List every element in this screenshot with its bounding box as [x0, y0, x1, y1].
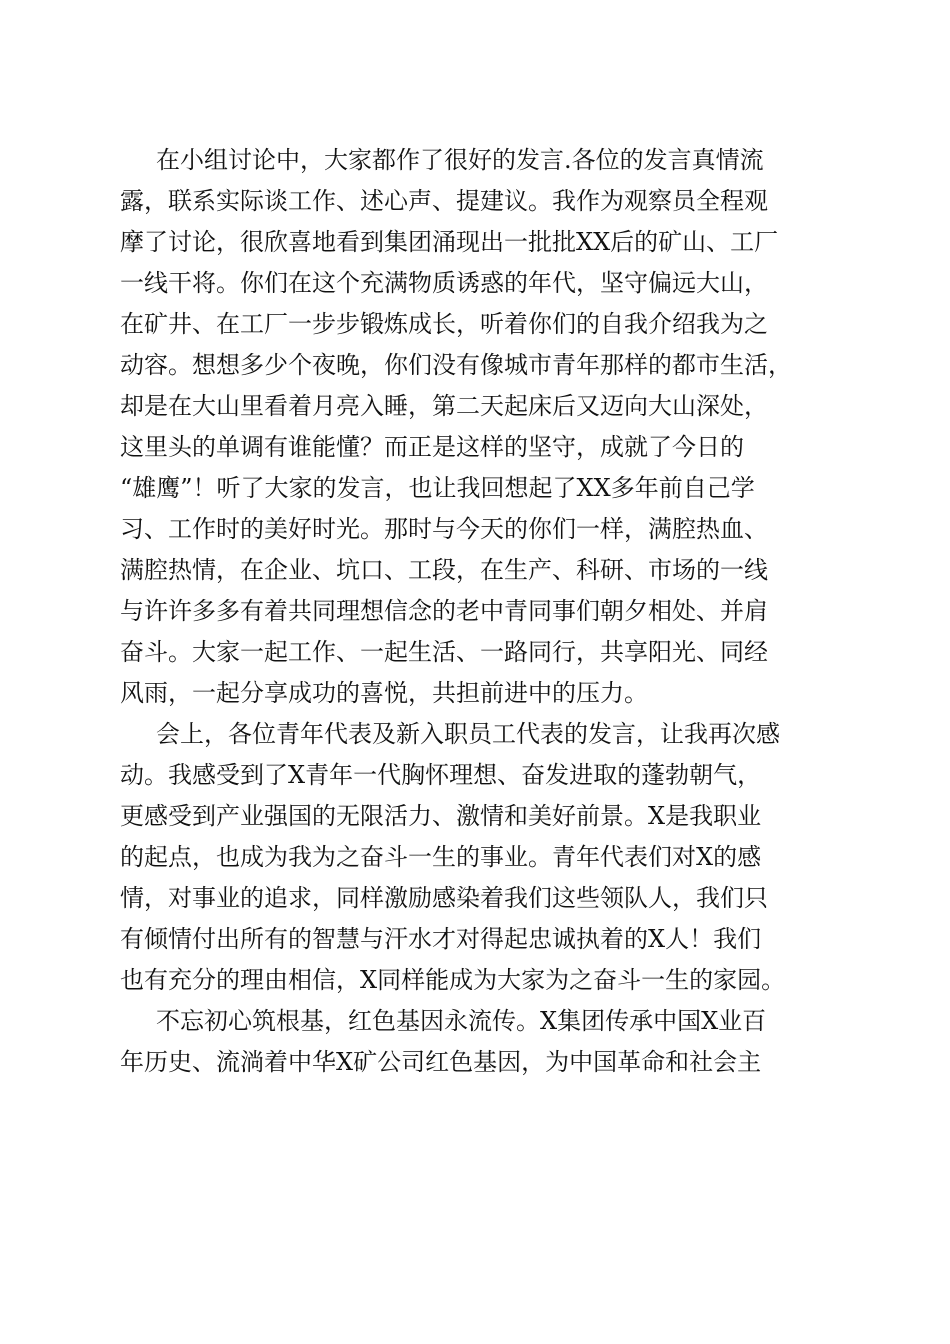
paragraph-3-line-2: 年历史、流淌着中华X矿公司红色基因，为中国革命和社会主 — [120, 1048, 762, 1076]
paragraph-2-line-4: 的起点，也成为我为之奋斗一生的事业。青年代表们对X的感 — [120, 843, 762, 871]
paragraph-2-line-2: 动。我感受到了X青年一代胸怀理想、奋发进取的蓬勃朝气， — [120, 761, 762, 789]
paragraph-2-line-7: 也有充分的理由相信，X同样能成为大家为之奋斗一生的家园。 — [120, 966, 786, 994]
paragraph-1-line-1: 在小组讨论中，大家都作了很好的发言.各位的发言真情流 — [156, 146, 764, 174]
paragraph-1-line-13: 奋斗。大家一起工作、一起生活、一路同行，共享阳光、同经 — [120, 638, 768, 666]
paragraph-2-line-1: 会上，各位青年代表及新入职员工代表的发言，让我再次感 — [156, 720, 780, 748]
paragraph-1-line-12: 与许许多多有着共同理想信念的老中青同事们朝夕相处、并肩 — [120, 597, 768, 625]
paragraph-1-line-6: 动容。想想多少个夜晚，你们没有像城市青年那样的都市生活， — [120, 351, 792, 379]
paragraph-2-line-6: 有倾情付出所有的智慧与汗水才对得起忠诚执着的X人！我们 — [120, 925, 762, 953]
paragraph-1-line-8: 这里头的单调有谁能懂？而正是这样的坚守，成就了今日的 — [120, 433, 744, 461]
paragraph-3-line-1: 不忘初心筑根基，红色基因永流传。X集团传承中国X业百 — [156, 1007, 767, 1035]
paragraph-1-line-2: 露，联系实际谈工作、述心声、提建议。我作为观察员全程观 — [120, 187, 768, 215]
paragraph-1-line-14: 风雨，一起分享成功的喜悦，共担前进中的压力。 — [120, 679, 648, 707]
body-text — [120, 140, 840, 1083]
paragraph-2-line-3: 更感受到产业强国的无限活力、激情和美好前景。X是我职业 — [120, 802, 762, 830]
paragraph-1-line-7: 却是在大山里看着月亮入睡，第二天起床后又迈向大山深处， — [120, 392, 768, 420]
paragraph-1-line-11: 满腔热情，在企业、坑口、工段，在生产、科研、市场的一线 — [120, 556, 768, 584]
paragraph-1-line-5: 在矿井、在工厂一步步锻炼成长，听着你们的自我介绍我为之 — [120, 310, 768, 338]
paragraph-1-line-10: 习、工作时的美好时光。那时与今天的你们一样，满腔热血、 — [120, 515, 768, 543]
paragraph-1-line-3: 摩了讨论，很欣喜地看到集团涌现出一批批XX后的矿山、工厂 — [120, 228, 779, 256]
paragraph-1-line-4: 一线干将。你们在这个充满物质诱惑的年代，坚守偏远大山， — [120, 269, 768, 297]
paragraph-1-line-9: “雄鹰”！听了大家的发言，也让我回想起了XX多年前自己学 — [120, 474, 755, 502]
paragraph-2-line-5: 情，对事业的追求，同样激励感染着我们这些领队人，我们只 — [120, 884, 768, 912]
